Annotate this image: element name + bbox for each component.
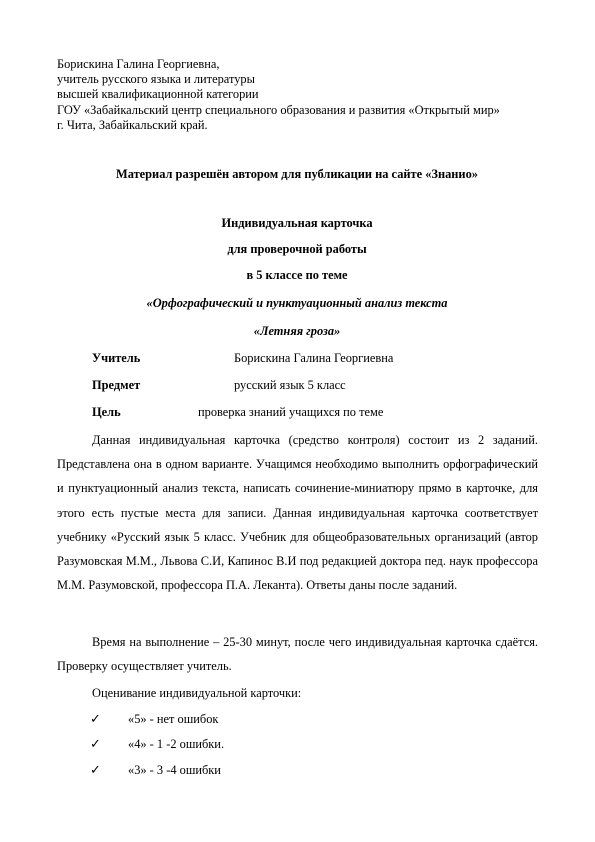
- author-block: [57, 57, 537, 133]
- grading-item: «4» - 1 -2 ошибки.: [128, 737, 225, 751]
- grading-item: «3» - 3 -4 ошибки: [128, 763, 221, 777]
- author-name: Борискина Галина Георгиевна,: [57, 57, 220, 71]
- goal-value: проверка знаний учащихся по теме: [198, 405, 384, 419]
- author-position: учитель русского языка и литературы: [57, 72, 255, 87]
- description-paragraph: Данная индивидуальная карточка (средство контроля) состоит из 2 заданий. Представлена она в одном варианте. Учащимся необходимо выполнить орфографический и пунктуационный анализ текста, написать сочинение-миниатюру прямо в карточке, для этого есть пустые места для записи. Данная индивидуальная карточка соответствует учебнику «Русский язык 5 класс. Учебник для общеобразовательных организаций (автор Разумовская М.М., Львова С.И, Капинос В.И под редакцией доктора пед. наук профессора М.М. Разумовской, профессора П.А. Леканта). Ответы даны после заданий.: [57, 433, 538, 593]
- goal-label: Цель: [92, 405, 121, 419]
- title-line-2: для проверочной работы: [227, 242, 367, 256]
- author-organization: ГОУ «Забайкальский центр специального образования и развития «Открытый мир»: [57, 102, 500, 117]
- checkmark-icon: ✓: [90, 762, 101, 777]
- author-category: высшей квалификационной категории: [57, 87, 259, 102]
- author-location: г. Чита, Забайкальский край.: [57, 117, 208, 132]
- grading-heading: Оценивание индивидуальной карточки:: [92, 686, 302, 700]
- grading-item: «5» - нет ошибок: [128, 712, 219, 726]
- time-paragraph: Время на выполнение – 25-30 минут, после чего индивидуальная карточка сдаётся. Проверку осуществляет учитель.: [57, 635, 538, 674]
- goal-row: [92, 405, 383, 420]
- checkmark-icon: ✓: [90, 736, 101, 751]
- teacher-row: [92, 351, 393, 366]
- teacher-label: Учитель: [92, 351, 141, 365]
- publication-permission: Материал разрешён автором для публикации на сайте «Знанио»: [116, 167, 478, 181]
- teacher-value: Борискина Галина Георгиевна: [234, 351, 394, 365]
- checkmark-icon: ✓: [90, 711, 101, 726]
- subject-label: Предмет: [92, 378, 141, 392]
- title-line-1: Индивидуальная карточка: [221, 216, 373, 230]
- title-text-name: «Летняя гроза»: [253, 324, 341, 338]
- subject-value: русский язык 5 класс: [234, 378, 346, 392]
- title-line-3: в 5 классе по теме: [246, 268, 348, 282]
- subject-row: [92, 378, 346, 393]
- title-topic: «Орфографический и пунктуационный анализ текста: [146, 296, 448, 310]
